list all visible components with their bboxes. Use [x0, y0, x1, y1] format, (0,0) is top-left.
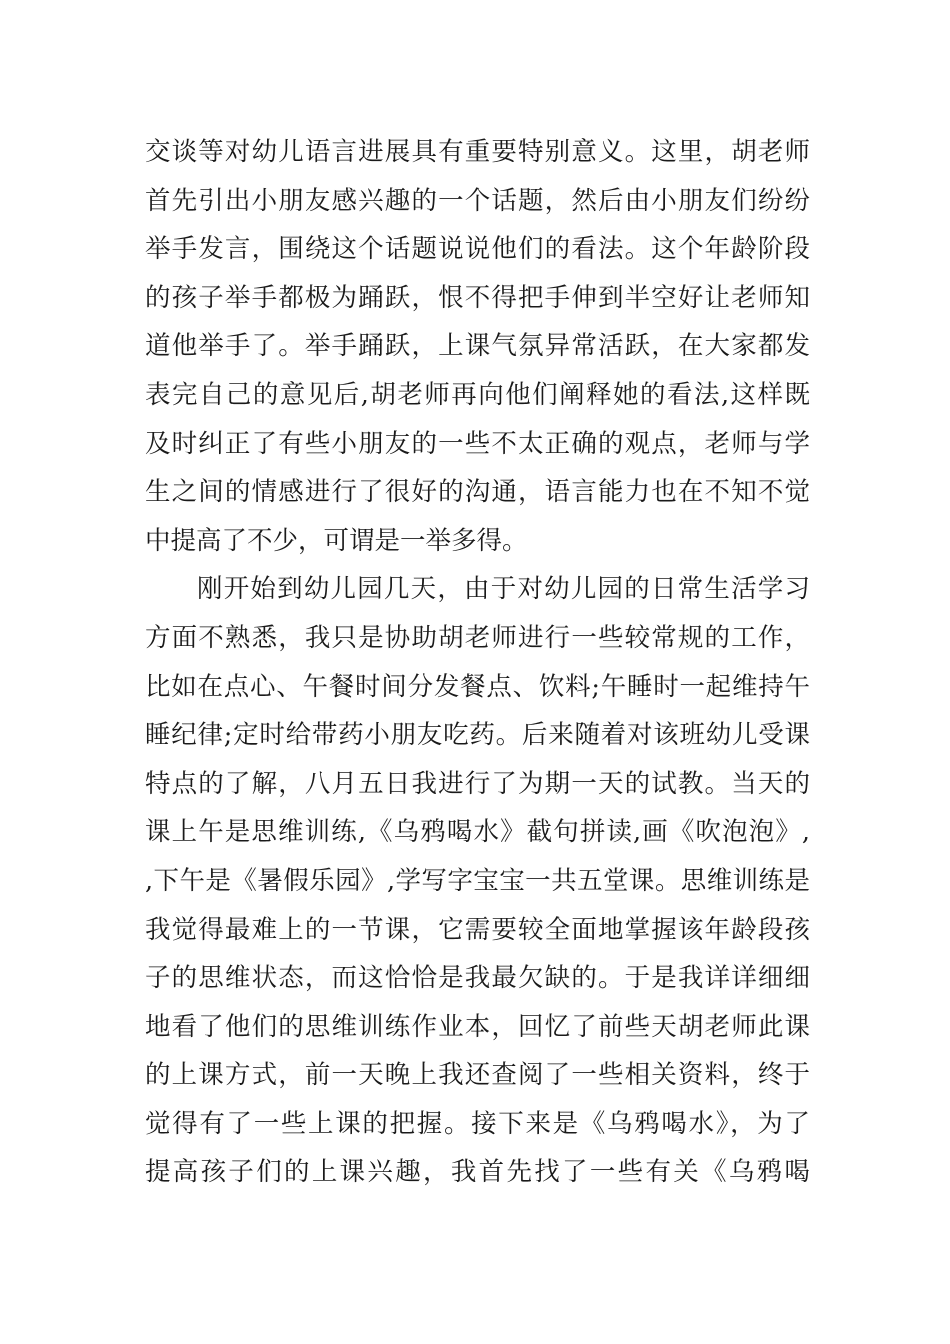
text-line: 比如在点心、午餐时间分发餐点、饮料;午睡时一起维持午 [145, 671, 810, 702]
text-line: 子的思维状态，而这恰恰是我最欠缺的。于是我详详细细 [145, 963, 810, 994]
text-line: 表完自己的意见后,胡老师再向他们阐释她的看法,这样既 [145, 379, 810, 410]
text-line: 睡纪律;定时给带药小朋友吃药。后来随着对该班幼儿受课 [145, 720, 810, 751]
text-line: 交谈等对幼儿语言进展具有重要特别意义。这里，胡老师 [145, 137, 810, 167]
text-line: ,下午是《暑假乐园》,学写字宝宝一共五堂课。思维训练是 [145, 865, 810, 896]
text-line: 的上课方式，前一天晚上我还查阅了一些相关资料，终于 [145, 1060, 810, 1091]
text-line: 的孩子举手都极为踊跃，恨不得把手伸到半空好让老师知 [145, 282, 810, 313]
text-line: 课上午是思维训练,《乌鸦喝水》截句拼读,画《吹泡泡》, [145, 817, 810, 848]
paragraph-2 [145, 565, 810, 1197]
text-line: 生之间的情感进行了很好的沟通，语言能力也在不知不觉 [145, 477, 810, 508]
text-line: 举手发言，围绕这个话题说说他们的看法。这个年龄阶段 [145, 234, 810, 265]
text-line: 提高孩子们的上课兴趣，我首先找了一些有关《乌鸦喝 [145, 1157, 810, 1188]
paragraph-1 [145, 128, 810, 565]
text-line: 首先引出小朋友感兴趣的一个话题，然后由小朋友们纷纷 [145, 185, 810, 216]
text-line: 觉得有了一些上课的把握。接下来是《乌鸦喝水》，为了 [145, 1108, 810, 1139]
text-line: 中提高了不少，可谓是一举多得。 [145, 525, 528, 556]
text-line: 方面不熟悉，我只是协助胡老师进行一些较常规的工作， [145, 622, 810, 653]
text-line: 地看了他们的思维训练作业本，回忆了前些天胡老师此课 [145, 1011, 810, 1042]
text-line: 特点的了解，八月五日我进行了为期一天的试教。当天的 [145, 768, 810, 799]
text-line: 及时纠正了有些小朋友的一些不太正确的观点，老师与学 [145, 428, 810, 459]
text-line: 道他举手了。举手踊跃，上课气氛异常活跃，在大家都发 [145, 331, 810, 362]
document-body [145, 128, 810, 1197]
text-line: 刚开始到幼儿园几天，由于对幼儿园的日常生活学习 [197, 574, 810, 605]
text-line: 我觉得最难上的一节课，它需要较全面地掌握该年龄段孩 [145, 914, 810, 945]
